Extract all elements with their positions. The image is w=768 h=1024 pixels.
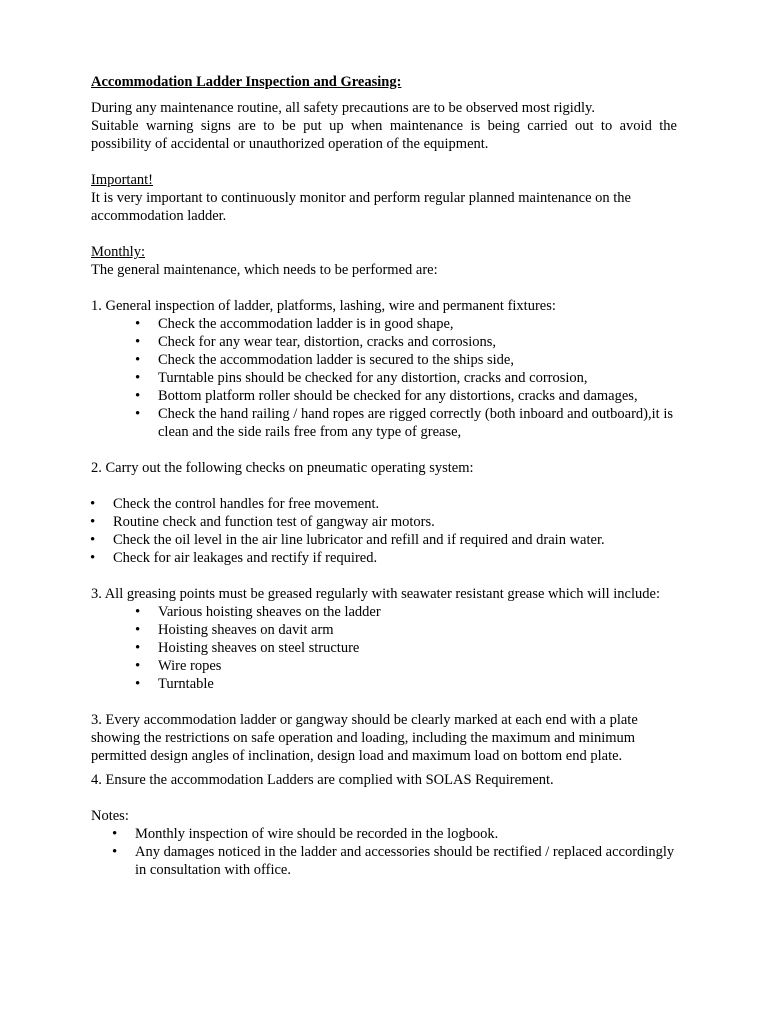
spacer: [91, 567, 677, 585]
monthly-text: The general maintenance, which needs to be performed are:: [91, 262, 438, 278]
spacer: [91, 693, 677, 711]
list-item: • Check for air leakages and rectify if required.: [113, 549, 677, 567]
spacer: [91, 477, 677, 495]
spacer: [91, 153, 677, 171]
spacer: [91, 279, 677, 297]
section-1-list: [91, 315, 677, 441]
list-item: • Various hoisting sheaves on the ladder: [158, 603, 677, 621]
list-item: • Check the accommodation ladder is in good shape,: [158, 315, 677, 333]
important-text: It is very important to continuously monitor and perform regular planned maintenance on the accommodation ladder.: [91, 190, 631, 224]
document-title: Accommodation Ladder Inspection and Greasing:: [91, 74, 402, 90]
monthly-heading: Monthly:: [91, 244, 145, 260]
spacer: [91, 789, 677, 807]
section-3b-paragraph: 3. Every accommodation ladder or gangway should be clearly marked at each end with a plate showing the restrictions on safe operation and loading, including the maximum and minimum permitted design angles of inclination, design load and maximum load on bottom end plate.: [91, 712, 638, 764]
list-item: • Check for any wear tear, distortion, cracks and corrosions,: [158, 333, 677, 351]
intro-paragraph-1: During any maintenance routine, all safety precautions are to be observed most rigidly.: [91, 100, 595, 116]
spacer: [91, 441, 677, 459]
list-item: • Hoisting sheaves on davit arm: [158, 621, 677, 639]
document-body: [91, 73, 677, 879]
section-3-list: [91, 603, 677, 693]
important-heading: Important!: [91, 172, 154, 188]
list-item: • Check the oil level in the air line lubricator and refill and if required and drain water.: [113, 531, 677, 549]
intro-paragraph-2: Suitable warning signs are to be put up when maintenance is being carried out to avoid the possibility of accidental or unauthorized operation of the equipment.: [91, 118, 677, 152]
spacer: [91, 225, 677, 243]
notes-list: [91, 825, 677, 879]
list-item: • Check the hand railing / hand ropes are rigged correctly (both inboard and outboard),it is clean and the side rails free from any type of grease,: [158, 405, 677, 441]
section-4-paragraph: 4. Ensure the accommodation Ladders are complied with SOLAS Requirement.: [91, 772, 554, 788]
list-item: • Turntable: [158, 675, 677, 693]
list-item: • Hoisting sheaves on steel structure: [158, 639, 677, 657]
list-item: • Any damages noticed in the ladder and accessories should be rectified / replaced accordingly in consultation with office.: [135, 843, 677, 879]
section-2-heading: 2. Carry out the following checks on pneumatic operating system:: [91, 460, 474, 476]
notes-heading: Notes:: [91, 808, 129, 824]
list-item: • Turntable pins should be checked for any distortion, cracks and corrosion,: [158, 369, 677, 387]
list-item: • Check the accommodation ladder is secured to the ships side,: [158, 351, 677, 369]
section-1-heading: 1. General inspection of ladder, platforms, lashing, wire and permanent fixtures:: [91, 298, 556, 314]
section-2-list: [91, 495, 677, 567]
section-3-heading: 3. All greasing points must be greased regularly with seawater resistant grease which will include:: [91, 586, 660, 602]
list-item: • Monthly inspection of wire should be recorded in the logbook.: [135, 825, 677, 843]
list-item: • Routine check and function test of gangway air motors.: [113, 513, 677, 531]
list-item: • Wire ropes: [158, 657, 677, 675]
list-item: • Bottom platform roller should be checked for any distortions, cracks and damages,: [158, 387, 677, 405]
list-item: • Check the control handles for free movement.: [113, 495, 677, 513]
